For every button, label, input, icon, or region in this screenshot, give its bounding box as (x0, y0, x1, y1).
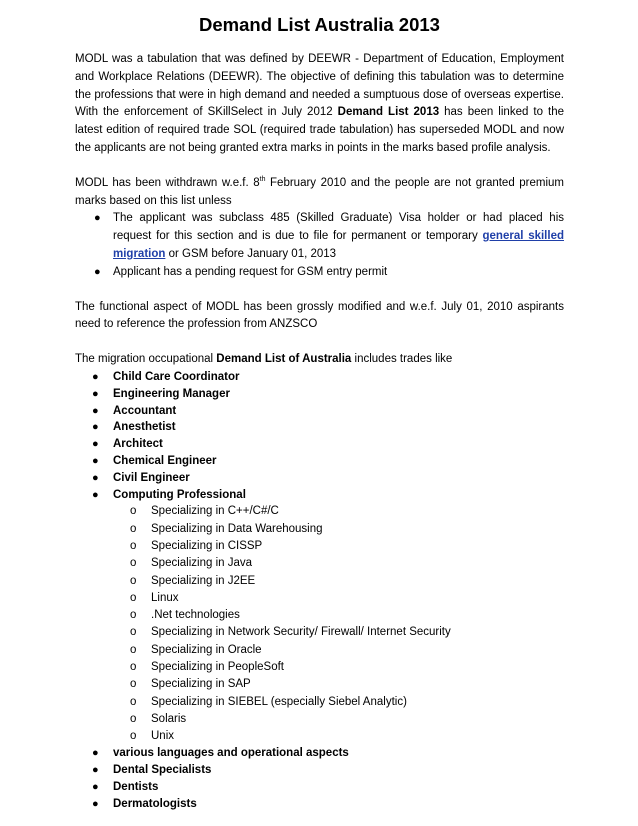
trade-item: ● Anesthetist (89, 419, 564, 436)
bullet-icon: ● (94, 265, 101, 278)
circle-bullet-icon: o (130, 505, 137, 518)
trade-item-computing: ● Computing Professional o Specializing in C++/C#/C o Specializing in Data Warehousing o Specializing in CISSP o Specializing in Java o Specializing in J2EE o Linux o .Net technologies o Specializing in Network Security/ Firewall/ Internet Security o Specializing in Oracle o Specializing in PeopleSoft o Specializing in SAP o Specializing in SIEBEL (especially Siebel Analytic) o Solaris o Unix (89, 487, 564, 746)
sub-item: o Specializing in Data Warehousing (127, 521, 564, 538)
conditions-list (75, 210, 564, 281)
bullet-icon: ● (92, 387, 99, 400)
condition-2-text: Applicant has a pending request for GSM entry permit (113, 265, 388, 278)
withdrawn-text-1: MODL has been withdrawn w.e.f. 8 (75, 176, 260, 189)
migration-text-2: includes trades like (351, 353, 453, 366)
sub-item: o Linux (127, 590, 564, 607)
sub-item: o Specializing in Network Security/ Firewall/ Internet Security (127, 624, 564, 641)
trade-item: ● Engineering Manager (89, 386, 564, 403)
sub-item: o .Net technologies (127, 607, 564, 624)
circle-bullet-icon: o (130, 574, 137, 587)
bullet-icon: ● (92, 438, 99, 451)
page-title: Demand List Australia 2013 (199, 14, 440, 35)
bullet-icon: ● (92, 797, 99, 810)
circle-bullet-icon: o (130, 695, 137, 708)
migration-bold: Demand List of Australia (216, 353, 352, 366)
circle-bullet-icon: o (130, 712, 137, 725)
intro-bold: Demand List 2013 (337, 106, 440, 119)
condition-item-2 (89, 264, 564, 282)
trade-item: ● Dermatologists (89, 796, 564, 813)
circle-bullet-icon: o (130, 643, 137, 656)
trade-item: ● Civil Engineer (89, 470, 564, 487)
condition-item-1 (89, 210, 564, 263)
sub-item: o Specializing in Java (127, 555, 564, 572)
migration-paragraph (75, 351, 564, 369)
bullet-icon: ● (92, 404, 99, 417)
circle-bullet-icon: o (130, 609, 137, 622)
bullet-icon: ● (92, 781, 99, 794)
trade-item: ● Child Care Coordinator (89, 369, 564, 386)
sub-item: o Specializing in Oracle (127, 642, 564, 659)
circle-bullet-icon: o (130, 539, 137, 552)
sub-item: o Specializing in CISSP (127, 538, 564, 555)
circle-bullet-icon: o (130, 522, 137, 535)
general-skilled-migration-link[interactable]: general skilled migration (113, 230, 564, 260)
circle-bullet-icon: o (130, 678, 137, 691)
sub-item: o Specializing in SAP (127, 676, 564, 693)
functional-paragraph: The functional aspect of MODL has been grossly modified and w.e.f. July 01, 2010 aspirants need to reference the profession from ANZSCO (75, 300, 564, 331)
withdrawn-sup: th (259, 175, 266, 183)
trade-item: ● Dentists (89, 779, 564, 796)
migration-text-1: The migration occupational (75, 353, 217, 366)
withdrawn-text-2: February 2010 and the people are not granted premium marks based on this list unless (75, 176, 564, 207)
trade-item: ● Architect (89, 436, 564, 453)
sub-item: o Specializing in C++/C#/C (127, 503, 564, 520)
condition-1-part-1: The applicant was subclass 485 (Skilled Graduate) Visa holder or had placed his request for this section and is due to file for permanent or temporary (113, 212, 564, 243)
bullet-icon: ● (92, 747, 99, 760)
trade-item: ● Dental Specialists (89, 762, 564, 779)
bullet-icon: ● (92, 421, 99, 434)
bullet-icon: ● (92, 488, 99, 501)
intro-text-2: has been linked to the latest edition of required trade SOL (required trade tabulation) has superseded MODL and now the applicants are not being granted extra marks in points in the marks based profile analysis. (75, 106, 564, 154)
sub-item: o Unix (127, 728, 564, 745)
sub-item: o Solaris (127, 711, 564, 728)
computing-subs-list (113, 503, 564, 745)
sub-item: o Specializing in J2EE (127, 573, 564, 590)
circle-bullet-icon: o (130, 730, 137, 743)
bullet-icon: ● (92, 471, 99, 484)
trade-item: ● Chemical Engineer (89, 453, 564, 470)
intro-text-1: MODL was a tabulation that was defined by DEEWR - Department of Education, Employment and Workplace Relations (DEEWR). The objective of defining this tabulation was to determine the professions that were in high demand and needed a sumptuous dose of overseas expertise. With the enforcement of SKillSelect in July 2012 (75, 53, 564, 119)
sub-item: o Specializing in PeopleSoft (127, 659, 564, 676)
condition-1-part-2: or GSM before January 01, 2013 (165, 247, 337, 260)
circle-bullet-icon: o (130, 591, 137, 604)
bullet-icon: ● (92, 370, 99, 383)
withdrawn-paragraph (75, 175, 564, 211)
circle-bullet-icon: o (130, 661, 137, 673)
trades-list-b (75, 745, 564, 812)
trades-list-a (75, 369, 564, 746)
bullet-icon: ● (92, 764, 99, 777)
trade-item: ● Accountant (89, 403, 564, 420)
bullet-icon: ● (92, 454, 99, 467)
circle-bullet-icon: o (130, 557, 137, 570)
sub-item: o Specializing in SIEBEL (especially Siebel Analytic) (127, 694, 564, 711)
trade-item: ● various languages and operational aspects (89, 745, 564, 762)
bullet-icon: ● (94, 212, 101, 225)
intro-paragraph (75, 51, 564, 158)
circle-bullet-icon: o (130, 626, 137, 639)
